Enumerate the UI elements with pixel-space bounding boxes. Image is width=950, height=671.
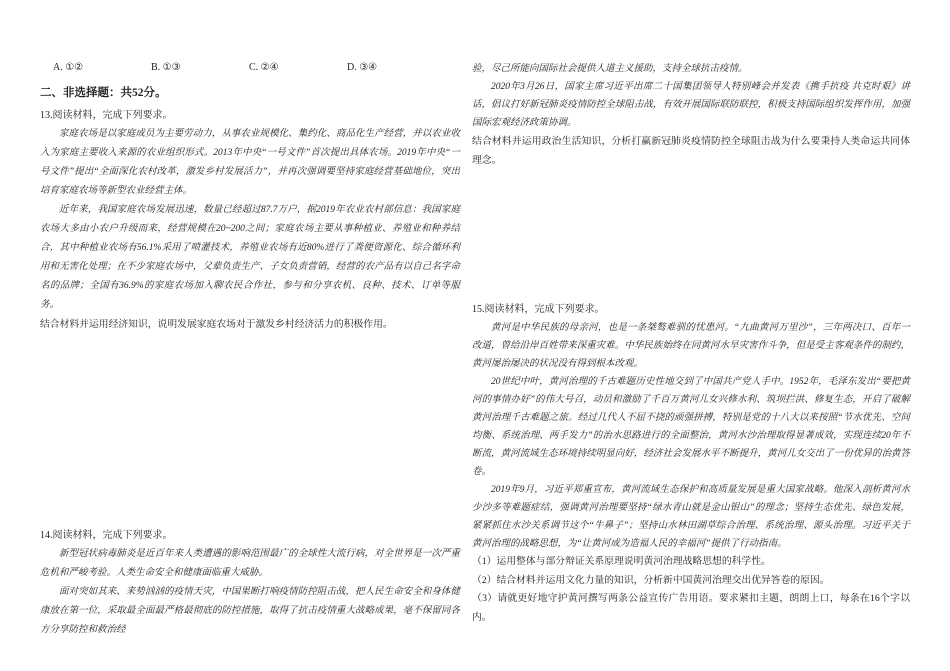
q13-material-paragraph-1: 家庭农场是以家庭成员为主要劳动力，从事农业规模化、集约化、商品化生产经营，并以农业收入为家庭主要收入来源的农业组织形式。2013年中央“一号文件”首次提出具体农场。2019年中央“一号文件”提出“全面深化农村改革，激发乡村发展活力”，并再次强调要坚持家庭经营基础地位，突出培育家庭农场等新型农业经营主体。 bbox=[40, 129, 460, 196]
q15-material-paragraph-1: 黄河是中华民族的母亲河，也是一条桀骜难驯的忧患河。“九曲黄河万里沙”，三年两决口、百年一改道，曾给沿岸百姓带来深重灾难。中华民族始终在同黄河水旱灾害作斗争，但是受主客观条件的制约，黄河屡治屡决的状况没有得到根本改观。 bbox=[472, 323, 910, 369]
choice-option-b: B. ①③ bbox=[151, 62, 181, 73]
q15-heading: 15.阅读材料，完成下列要求。 bbox=[472, 304, 605, 315]
q15-material-paragraph-2: 20世纪中叶，黄河治理的千古难题历史性地交到了中国共产党人手中。1952年，毛泽东发出“要把黄河的事情办好”的伟大号召，动员和激励了千百万黄河儿女兴修水利、筑坝拦洪、修复生态，开启了破解黄河治理千古难题之旅。经过几代人不屈不挠的顽强拼搏，特别是党的十八大以来按照“节水优先、空间均衡、系统治理、两手发力”的治水思路进行的全面整治，黄河水沙治理取得显著成效，实现连续20年不断流，黄河流域生态环境持续明显向好，经济社会发展水平不断提升，黄河儿女交出了一份优异的治黄答卷。 bbox=[472, 377, 910, 477]
q14-material-continuation: 验，尽己所能向国际社会提供人道主义援助，支持全球抗击疫情。 bbox=[472, 64, 748, 74]
right-column bbox=[472, 60, 910, 627]
choice-option-c: C. ②④ bbox=[249, 62, 279, 73]
q13-answer-space bbox=[40, 334, 460, 522]
choice-option-d: D. ③④ bbox=[347, 62, 378, 73]
q13-heading: 13.阅读材料，完成下列要求。 bbox=[40, 110, 173, 121]
q14-question: 结合材料并运用政治生活知识，分析打赢新冠肺炎疫情防控全球阻击战为什么要秉持人类命运共同体理念。 bbox=[472, 136, 910, 166]
q14-heading: 14.阅读材料，完成下列要求。 bbox=[40, 530, 173, 541]
q15-subquestion-3: （3）请就更好地守护黄河撰写两条公益宣传广告用语。要求紧扣主题，朗朗上口，每条在16个字以内。 bbox=[472, 593, 910, 623]
q15-subquestion-2: （2）结合材料并运用文化力量的知识，分析新中国黄河治理交出优异答卷的原因。 bbox=[472, 574, 830, 586]
q15-subquestion-1: （1）运用整体与部分辩证关系原理说明黄河治理战略思想的科学性。 bbox=[472, 556, 771, 567]
q14-answer-space bbox=[472, 170, 910, 296]
q14-material-paragraph-3: 2020年3月26日，国家主席习近平出席二十国集团领导人特别峰会并发表《携手抗疫 共克时艰》讲话，倡议打好新冠肺炎疫情防控全球阻击战，有效开展国际联防联控，积极支持国际组织发挥作用，加强国际宏观经济政策协调。 bbox=[472, 82, 910, 128]
q13-material-paragraph-2: 近年来，我国家庭农场发展迅速，数量已经超过87.7万户，据2019年农业农村部信息：我国家庭农场大多由小农户升级而来，经营规模在20~200之间；家庭农场主要从事种植业、养殖业和种养结合，其中种植业农场有56.1%采用了喷灌技术，养殖业农场有近80%进行了粪便资源化、综合循环利用和无害化处理；在不少家庭农场中，父辈负责生产、子女负责营销，经营的农产品有以自己名字命名的品牌；全国有36.9%的家庭农场加入聊农民合作社，参与和分享农机、良种、技术、订单等服务。 bbox=[40, 205, 460, 310]
choice-option-a: A. ①② bbox=[53, 62, 84, 73]
section-two-heading: 二、非选择题：共52分。 bbox=[40, 87, 167, 99]
q13-question: 结合材料并运用经济知识，说明发展家庭农场对于激发乡村经济活力的积极作用。 bbox=[40, 319, 393, 330]
choice-options-row bbox=[40, 60, 460, 76]
q15-material-paragraph-3: 2019年9月，习近平郑重宣布，黄河流域生态保护和高质量发展是重大国家战略。他深入剖析黄河水少沙多等难题症结，强调黄河治理要坚持“绿水青山就是金山银山”的理念；坚持生态优先、绿色发展，紧紧抓住水沙关系调节这个“牛鼻子”；坚持山水林田湖草综合治理、系统治理、源头治理。习近平关于黄河治理的战略思想，为“让黄河成为造福人民的幸福河”提供了行动指南。 bbox=[472, 485, 910, 549]
q14-material-paragraph-2: 面对突如其来、来势汹汹的疫情天灾，中国果断打响疫情防控阻击战，把人民生命安全和身体健康放在第一位，采取最全面最严格最彻底的防控措施，取得了抗击疫情重大战略成果，毫不保留同各方分享防控和救治经 bbox=[40, 587, 460, 635]
left-column bbox=[40, 60, 460, 640]
q14-material-paragraph-1: 新型冠状病毒肺炎是近百年来人类遭遇的影响范围最广的全球性大流行病，对全世界是一次严重危机和严峻考验。人类生命安全和健康面临重大威胁。 bbox=[40, 549, 460, 578]
